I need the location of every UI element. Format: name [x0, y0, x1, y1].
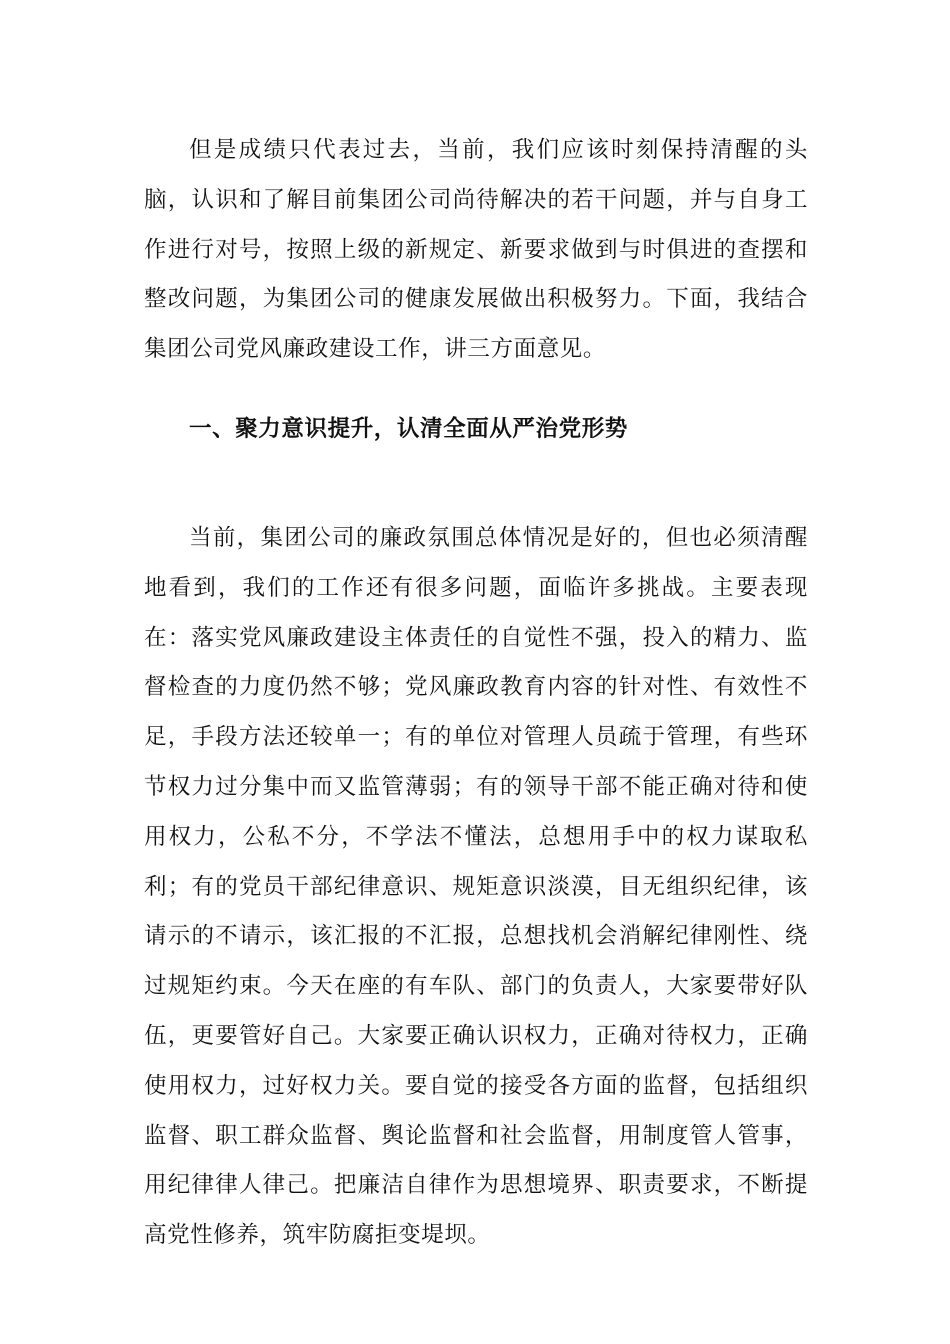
body-paragraph-section-1: 当前，集团公司的廉政氛围总体情况是好的，但也必须清醒地看到，我们的工作还有很多问题，面临许多挑战。主要表现在：落实党风廉政建设主体责任的自觉性不强，投入的精力、监督检查的力度仍然不够；党风廉政教育内容的针对性、有效性不足，手段方法还较单一；有的单位对管理人员疏于管理，有些环节权力过分集中而又监管薄弱；有的领导干部不能正确对待和使用权力，公私不分，不学法不懂法，总想用手中的权力谋取私利；有的党员干部纪律意识、规矩意识淡漠，目无组织纪律，该请示的不请示，该汇报的不汇报，总想找机会消解纪律刚性、绕过规矩约束。今天在座的有车队、部门的负责人，大家要带好队伍，更要管好自己。大家要正确认识权力，正确对待权力，正确使用权力，过好权力关。要自觉的接受各方面的监督，包括组织监督、职工群众监督、舆论监督和社会监督，用制度管人管事，用纪律律人律己。把廉洁自律作为思想境界、职责要求，不断提高党性修养，筑牢防腐拒变堤坝。 [144, 525, 808, 1249]
body-paragraph-intro: 但是成绩只代表过去，当前，我们应该时刻保持清醒的头脑，认识和了解目前集团公司尚待解决的若干问题，并与自身工作进行对号，按照上级的新规定、新要求做到与时俱进的查摆和整改问题，为集团公司的健康发展做出积极努力。下面，我结合集团公司党风廉政建设工作，讲三方面意见。 [144, 137, 808, 363]
section-heading-1: 一、聚力意识提升，认清全面从严治党形势 [189, 416, 628, 442]
